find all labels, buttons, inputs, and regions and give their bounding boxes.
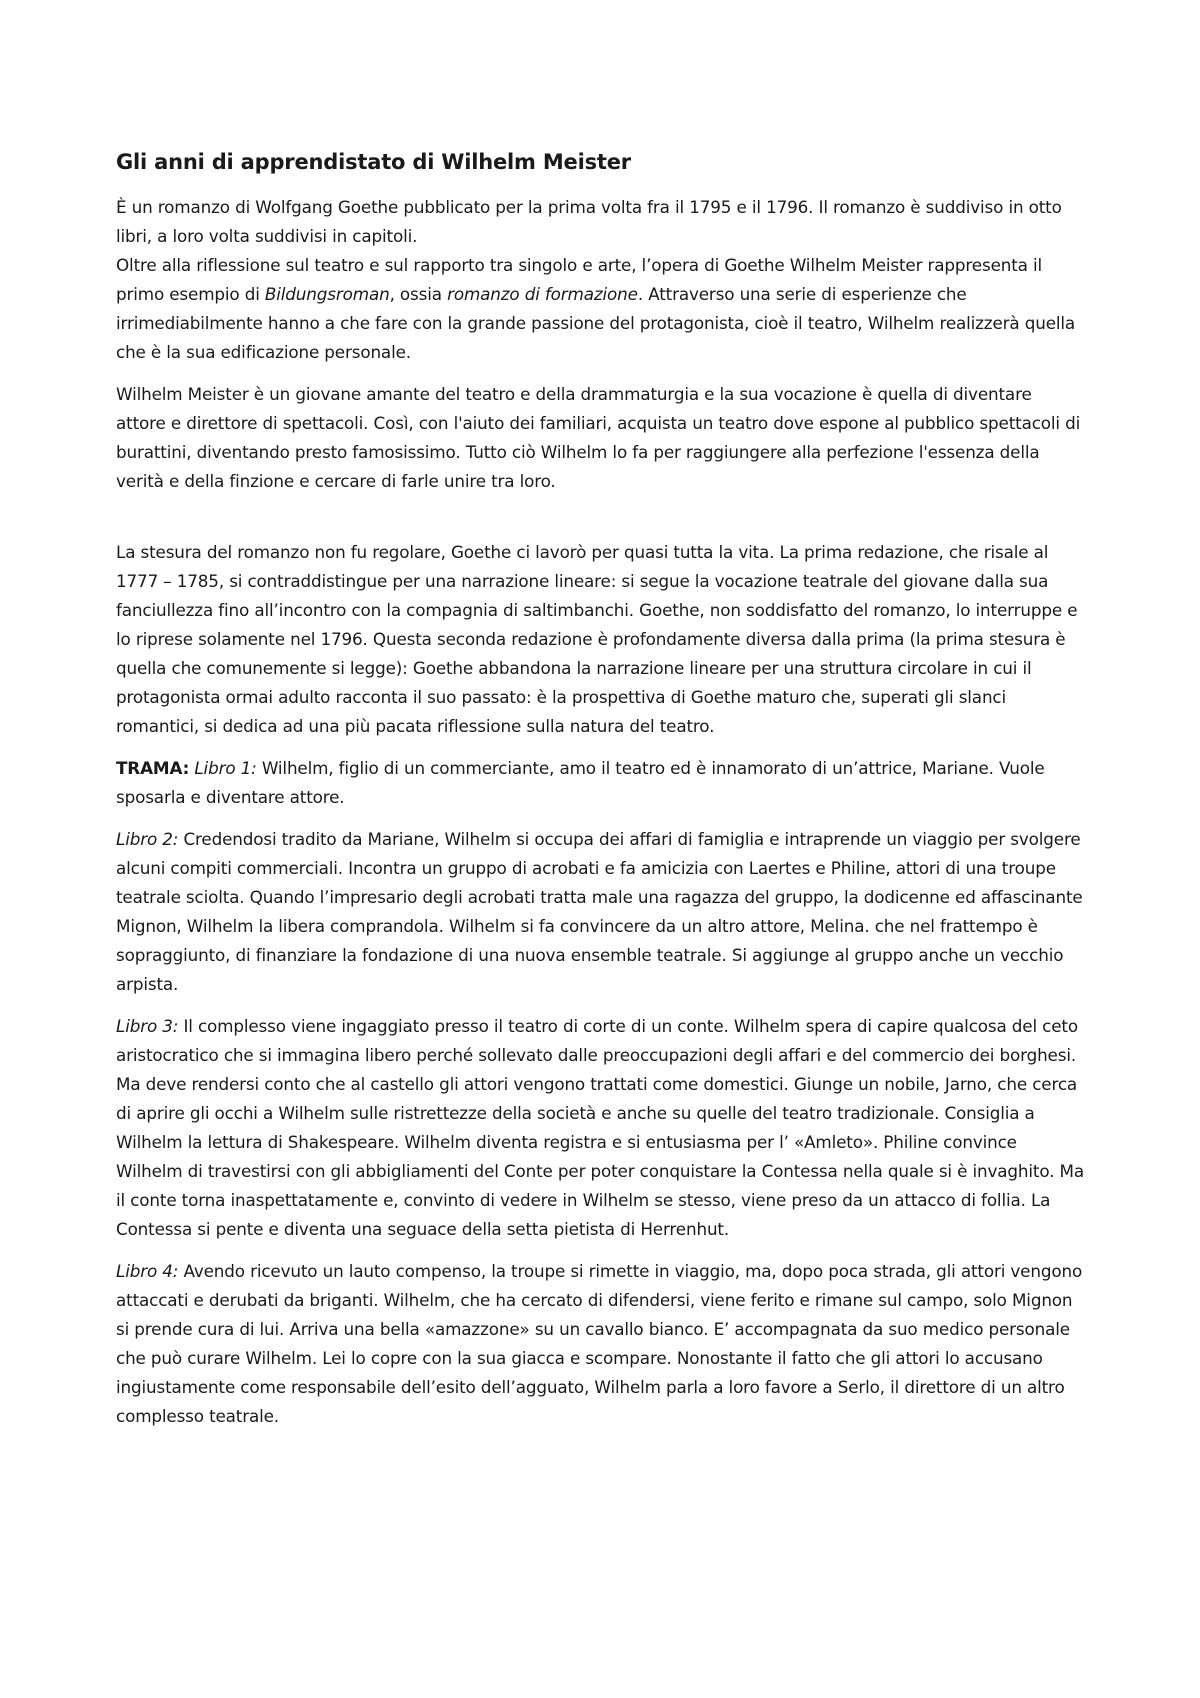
libro-4-label: Libro 4: xyxy=(116,1261,179,1281)
trama-libro-3 xyxy=(116,1012,1084,1244)
intro-text-a: Oltre alla riflessione sul teatro e sul rapporto tra singolo e arte, l’opera di Goethe Wilhelm Meister rappresenta il primo esempio di xyxy=(116,255,1043,304)
libro-2-label: Libro 2: xyxy=(116,829,179,849)
intro-text-c: . Attraverso una serie di esperienze che irrimediabilmente hanno a che fare con la grande passione del protagonista, cioè il teatro, Wilhelm realizzerà quella che è la sua edificazione personale. xyxy=(116,284,1076,362)
trama-libro-1 xyxy=(116,754,1084,812)
libro-4-text: Avendo ricevuto un lauto compenso, la troupe si rimette in viaggio, ma, dopo poca strada, gli attori vengono attaccati e derubati da briganti. Wilhelm, che ha cercato di difendersi, viene ferito e rimane sul campo, solo Mignon si prende cura di lui. Arriva una bella «amazzone» su un cavallo bianco. E’ accompagnata da suo medico personale che può curare Wilhelm. Lei lo copre con la sua giacca e scompare. Nonostante il fatto che gli attori lo accusano ingiustamente come responsabile dell’esito dell’agguato, Wilhelm parla a loro favore a Serlo, il direttore di un altro complesso teatrale. xyxy=(116,1261,1083,1426)
trama-libro-2 xyxy=(116,825,1084,999)
intro-text-b: , ossia xyxy=(389,284,448,304)
libro-3-label: Libro 3: xyxy=(116,1016,179,1036)
libro-1-label: Libro 1: xyxy=(194,758,257,778)
blank-line xyxy=(116,509,1084,538)
libro-1-text: Wilhelm, figlio di un commerciante, amo il teatro ed è innamorato di un’attrice, Mariane. Vuole sposarla e diventare attore. xyxy=(116,758,1045,807)
trama-label: TRAMA: xyxy=(116,758,190,778)
paragraph-stesura: La stesura del romanzo non fu regolare, Goethe ci lavorò per quasi tutta la vita. La prima redazione, che risale al 1777 – 1785, si contraddistingue per una narrazione lineare: si segue la vocazione teatrale del giovane dalla sua fanciullezza fino all’incontro con la compagnia di saltimbanchi. Goethe, non soddisfatto del romanzo, lo interruppe e lo riprese solamente nel 1796. Questa seconda redazione è profondamente diversa dalla prima (la prima stesura è quella che comunemente si legge): Goethe abbandona la narrazione lineare per una struttura circolare in cui il protagonista ormai adulto racconta il suo passato: è la prospettiva di Goethe maturo che, superati gli slanci romantici, si dedica ad una più pacata riflessione sulla natura del teatro. xyxy=(116,542,1078,736)
page-title: Gli anni di apprendistato di Wilhelm Meister xyxy=(116,150,631,174)
document-body xyxy=(116,148,1084,1444)
libro-3-text: Il complesso viene ingaggiato presso il teatro di corte di un conte. Wilhelm spera di capire qualcosa del ceto aristocratico che si immagina libero perché sollevato dalle preoccupazioni degli affari e del commercio dei borghesi. Ma deve rendersi conto che al castello gli attori vengono trattati come domestici. Giunge un nobile, Jarno, che cerca di aprire gli occhi a Wilhelm sulle ristrettezze della società e anche su quelle del teatro tradizionale. Consiglia a Wilhelm la lettura di Shakespeare. Wilhelm diventa registra e si entusiasma per l’ «Amleto». Philine convince Wilhelm di travestirsi con gli abbigliamenti del Conte per poter conquistare la Contessa nella quale si è invaghito. Ma il conte torna inaspettatamente e, convinto di vedere in Wilhelm se stesso, viene preso da un attacco di follia. La Contessa si pente e diventa una seguace della setta pietista di Herrenhut. xyxy=(116,1016,1084,1239)
paragraph-vocazione: Wilhelm Meister è un giovane amante del teatro e della drammaturgia e la sua vocazione è quella di diventare attore e direttore di spettacoli. Così, con l'aiuto dei familiari, acquista un teatro dove espone al pubblico spettacoli di burattini, diventando presto famosissimo. Tutto ciò Wilhelm lo fa per raggiungere alla perfezione l'essenza della verità e della finzione e cercare di farle unire tra loro. xyxy=(116,384,1081,491)
romanzo-formazione-term: romanzo di formazione xyxy=(447,284,638,304)
libro-2-text: Credendosi tradito da Mariane, Wilhelm si occupa dei affari di famiglia e intraprende un viaggio per svolgere alcuni compiti commerciali. Incontra un gruppo di acrobati e fa amicizia con Laertes e Philine, attori di una troupe teatrale sciolta. Quando l’impresario degli acrobati tratta male una ragazza del gruppo, la dodicenne ed affascinante Mignon, Wilhelm la libera comprandola. Wilhelm si fa convincere da un altro attore, Melina. che nel frattempo è sopraggiunto, di finanziare la fondazione di una nuova ensemble teatrale. Si aggiunge al gruppo anche un vecchio arpista. xyxy=(116,829,1083,994)
trama-libro-4 xyxy=(116,1257,1084,1431)
bildungsroman-term: Bildungsroman xyxy=(264,284,390,304)
intro-paragraph-2 xyxy=(116,251,1084,367)
intro-paragraph-1: È un romanzo di Wolfgang Goethe pubblicato per la prima volta fra il 1795 e il 1796. Il romanzo è suddiviso in otto libri, a loro volta suddivisi in capitoli. xyxy=(116,197,1062,246)
